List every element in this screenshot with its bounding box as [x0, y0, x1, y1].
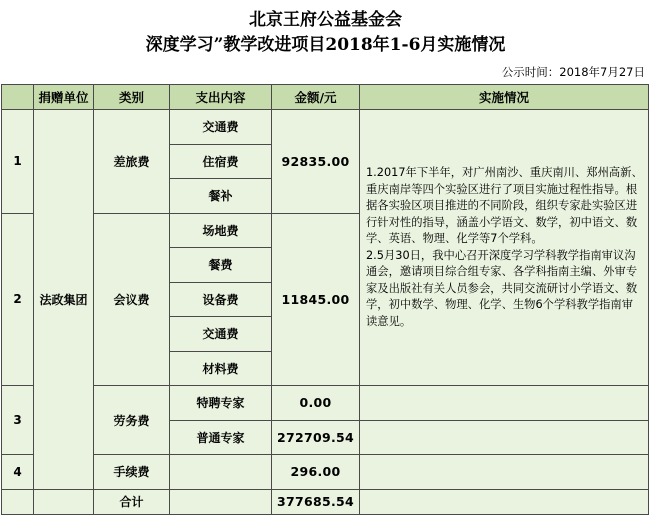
header-amount: 金额/元 [272, 85, 360, 110]
amount-cell: 272709.54 [272, 420, 360, 455]
category-cell: 劳务费 [94, 386, 170, 455]
total-donor-empty [34, 489, 94, 514]
total-amount: 377685.54 [272, 489, 360, 514]
content-empty [170, 455, 272, 490]
amount-cell: 0.00 [272, 386, 360, 421]
page-subtitle: 深度学习”教学改进项目2018年1-6月实施情况 [145, 35, 506, 55]
content-cell: 交通费 [170, 317, 272, 352]
header-category: 类别 [94, 85, 170, 110]
amount-cell: 296.00 [272, 455, 360, 490]
content-cell: 设备费 [170, 282, 272, 317]
row-number: 2 [2, 213, 34, 386]
content-cell: 材料费 [170, 351, 272, 386]
header-donor: 捐赠单位 [34, 85, 94, 110]
amount-cell: 11845.00 [272, 213, 360, 386]
total-notes-empty [360, 489, 649, 514]
category-cell: 会议费 [94, 213, 170, 386]
total-no-empty [2, 489, 34, 514]
content-cell: 餐费 [170, 248, 272, 283]
notes-empty [360, 420, 649, 455]
content-cell: 住宿费 [170, 144, 272, 179]
implementation-notes: 1.2017年下半年，对广州南沙、重庆南川、郑州高新、重庆南岸等四个实验区进行了项目实施过程性指导。根据各实验区项目推进的不同阶段，组织专家赴实验区进行针对性的指导，涵盖小学语文、数学，初中语文、数学、英语、物理、化学等7个学科。 2.5月30日，我中心召开深度学习学科教学指南审议沟通会，邀请项目综合组专家、各学科指南主编、外审专家及出版社有关人员参会，共同交流研讨小学语文、数学，初中数学、物理、化学、生物6个学科教学指南审读意见。 [360, 110, 649, 386]
notes-empty [360, 455, 649, 490]
total-label: 合计 [94, 489, 170, 514]
content-cell: 场地费 [170, 213, 272, 248]
content-cell: 餐补 [170, 179, 272, 214]
content-cell: 特聘专家 [170, 386, 272, 421]
row-number: 3 [2, 386, 34, 455]
header-row [2, 85, 649, 110]
row-number: 4 [2, 455, 34, 490]
row-number: 1 [2, 110, 34, 214]
content-cell: 普通专家 [170, 420, 272, 455]
donor-cell: 法政集团 [34, 110, 94, 490]
header-content: 支出内容 [170, 85, 272, 110]
expense-table [1, 84, 649, 515]
content-cell: 交通费 [170, 110, 272, 145]
page-title: 北京王府公益基金会 [249, 10, 402, 30]
header-no [2, 85, 34, 110]
category-cell: 手续费 [94, 455, 170, 490]
amount-cell: 92835.00 [272, 110, 360, 214]
header-notes: 实施情况 [360, 85, 649, 110]
total-content-empty [170, 489, 272, 514]
announce-date: 公示时间：2018年7月27日 [501, 65, 645, 79]
category-cell: 差旅费 [94, 110, 170, 214]
notes-empty [360, 386, 649, 421]
